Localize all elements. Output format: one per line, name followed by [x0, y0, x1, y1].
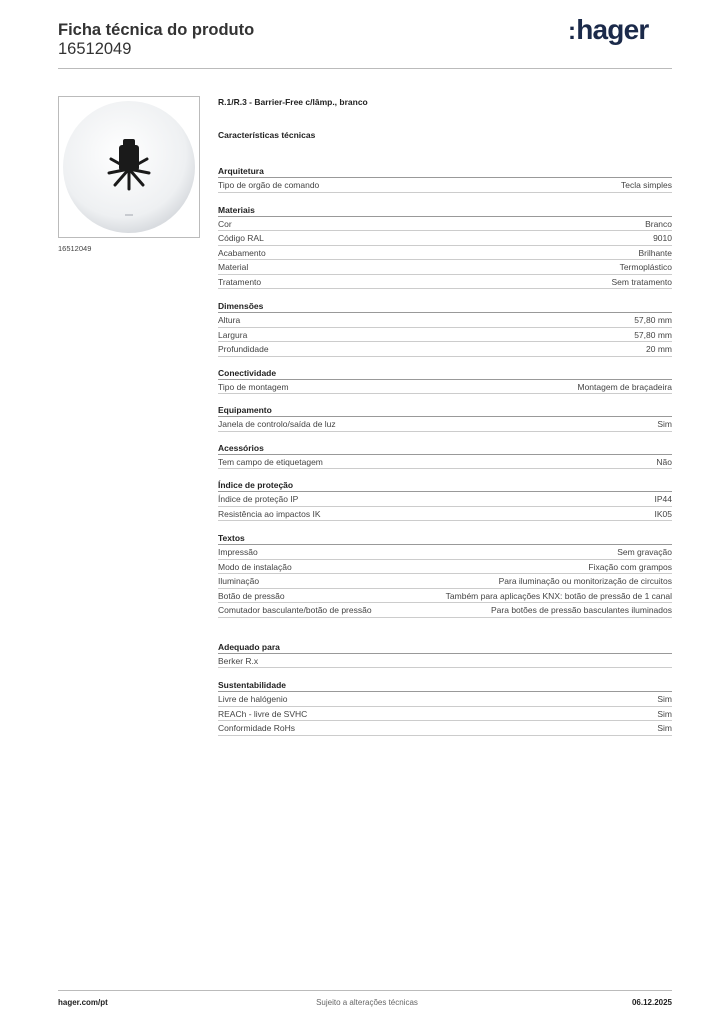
spec-label: Botão de pressão: [218, 590, 285, 601]
footer-notice: Sujeito a alterações técnicas: [316, 998, 418, 1007]
logo-text: hager: [576, 14, 649, 45]
footer-date: 06.12.2025: [631, 998, 672, 1007]
spec-group: [218, 404, 672, 432]
spec-value: Fixação com grampos: [588, 561, 672, 572]
spec-row: [218, 217, 672, 232]
spec-value: 9010: [653, 233, 672, 243]
product-photo-icon: [59, 97, 199, 237]
spec-row: [218, 692, 672, 707]
spec-value: Não: [656, 456, 672, 467]
spec-value: Sim: [657, 694, 672, 704]
spec-row: [218, 603, 672, 618]
spec-value: IP44: [654, 494, 672, 504]
spec-group-title: Índice de proteção: [218, 479, 672, 492]
spec-row: [218, 313, 672, 328]
spec-row: [218, 545, 672, 560]
spec-group: [218, 679, 672, 736]
spec-value: 20 mm: [646, 344, 672, 354]
spec-value: Sim: [657, 708, 672, 719]
spec-row: [218, 417, 672, 432]
spec-group-title: Conectividade: [218, 367, 672, 380]
spec-value: Sim: [657, 723, 672, 733]
spec-value: Para iluminação ou monitorização de circuitos: [498, 576, 672, 586]
spec-group: [218, 641, 672, 669]
spec-row: [218, 178, 672, 193]
spec-group: [218, 165, 672, 193]
spec-value: Sim: [657, 419, 672, 429]
spec-label: Largura: [218, 329, 248, 340]
spec-row: [218, 492, 672, 507]
spec-label: Modo de instalação: [218, 561, 292, 572]
spec-group: [218, 532, 672, 618]
spec-label: Berker R.x: [218, 655, 259, 666]
product-name: R.1/R.3 - Barrier-Free c/lâmp., branco: [218, 97, 368, 107]
spec-row: [218, 231, 672, 246]
product-image: [58, 96, 200, 238]
footer-website: hager.com/pt: [58, 998, 108, 1007]
spec-row: [218, 342, 672, 357]
specs-table: [218, 155, 672, 736]
spec-group-title: Sustentabilidade: [218, 679, 672, 692]
spec-group-title: Acessórios: [218, 442, 672, 455]
spec-group: [218, 204, 672, 290]
spec-heading: Características técnicas: [218, 130, 316, 140]
spec-value: Sem tratamento: [611, 276, 672, 287]
hager-logo: [568, 14, 648, 46]
spec-value: Termoplástico: [619, 262, 672, 272]
product-number: 16512049: [58, 40, 132, 58]
spec-value: Tecla simples: [620, 180, 672, 190]
spec-row: [218, 707, 672, 722]
spec-value: 57,80 mm: [634, 329, 672, 340]
spec-group: [218, 479, 672, 521]
spec-label: Tratamento: [218, 276, 262, 287]
spec-label: REACh - livre de SVHC: [218, 708, 308, 719]
spec-label: Impressão: [218, 547, 258, 557]
spec-value: 57,80 mm: [634, 315, 672, 325]
spec-label: Livre de halógenio: [218, 694, 288, 704]
spec-value: Branco: [645, 218, 672, 229]
spec-label: Comutador basculante/botão de pressão: [218, 605, 372, 615]
logo-dots-icon: :: [568, 18, 576, 45]
spec-row: [218, 246, 672, 261]
spec-label: Acabamento: [218, 247, 266, 258]
spec-group: [218, 300, 672, 357]
spec-label: Resistência ao impactos IK: [218, 508, 321, 519]
spec-row: [218, 260, 672, 275]
spec-row: [218, 380, 672, 395]
spec-group: [218, 367, 672, 395]
spec-label: Tem campo de etiquetagem: [218, 456, 323, 467]
spec-group-title: Materiais: [218, 204, 672, 217]
spec-label: Altura: [218, 315, 241, 325]
spec-value: Para botões de pressão basculantes iluminados: [491, 605, 672, 615]
spec-label: Cor: [218, 218, 232, 229]
spec-group-title: Dimensões: [218, 300, 672, 313]
page-title: Ficha técnica do produto: [58, 21, 255, 39]
spec-value: Sem gravação: [617, 547, 672, 557]
spec-row: [218, 654, 672, 669]
footer-divider: [58, 990, 672, 991]
header-divider: [58, 68, 672, 69]
spec-value: Brilhante: [638, 247, 672, 258]
spec-label: Material: [218, 262, 249, 272]
image-caption: 16512049: [58, 244, 92, 253]
spec-label: Tipo de orgão de comando: [218, 180, 320, 190]
spec-label: Índice de proteção IP: [218, 494, 299, 504]
spec-row: [218, 507, 672, 522]
spec-group: [218, 442, 672, 470]
spec-label: Código RAL: [218, 233, 264, 243]
spec-label: Profundidade: [218, 344, 269, 354]
spec-row: [218, 589, 672, 604]
spec-row: [218, 328, 672, 343]
spec-label: Conformidade RoHs: [218, 723, 296, 733]
spec-group-title: Adequado para: [218, 641, 672, 654]
spec-value: IK05: [654, 508, 672, 519]
spec-group-title: Textos: [218, 532, 672, 545]
spec-row: [218, 574, 672, 589]
spec-value: Também para aplicações KNX: botão de pressão de 1 canal: [445, 590, 672, 601]
spec-label: Iluminação: [218, 576, 260, 586]
spec-label: Tipo de montagem: [218, 381, 289, 392]
spec-label: Janela de controlo/saída de luz: [218, 419, 336, 429]
spec-row: [218, 560, 672, 575]
spec-row: [218, 275, 672, 290]
spec-value: Montagem de braçadeira: [577, 381, 672, 392]
spec-row: [218, 455, 672, 470]
spec-group-title: Arquitetura: [218, 165, 672, 178]
spec-group-title: Equipamento: [218, 404, 672, 417]
spec-row: [218, 721, 672, 736]
